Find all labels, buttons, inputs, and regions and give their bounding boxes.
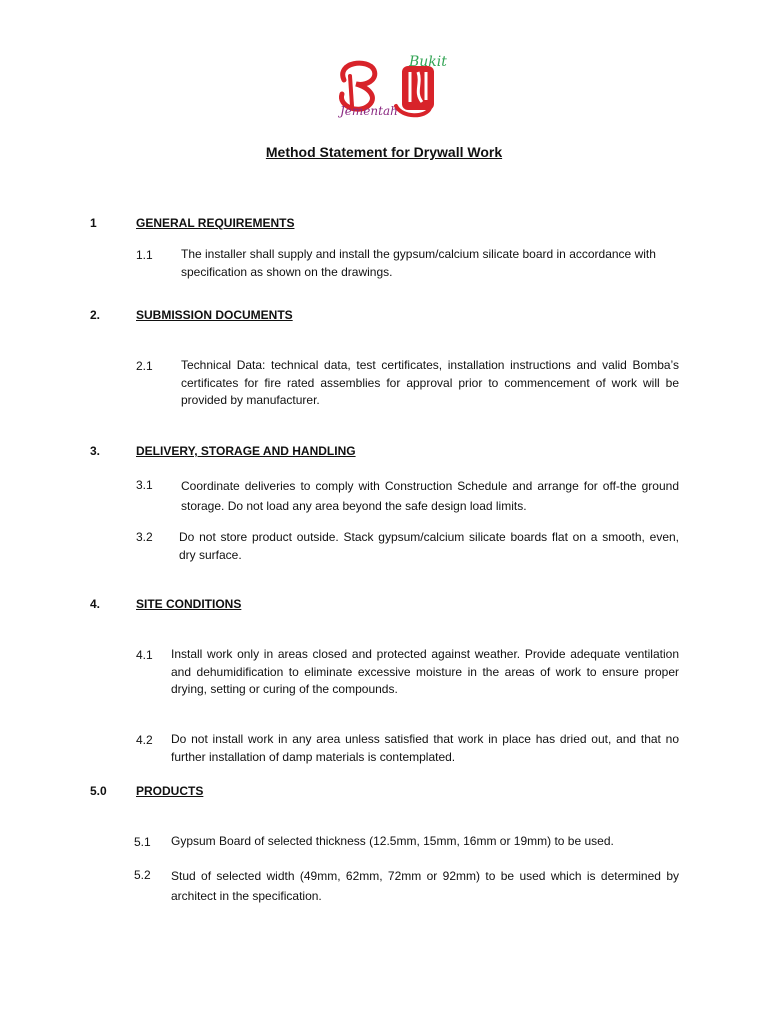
section-title: SUBMISSION DOCUMENTS xyxy=(136,308,293,322)
section-title: DELIVERY, STORAGE AND HANDLING xyxy=(136,444,356,458)
item-text: Do not store product outside. Stack gypsum/calcium silicate boards flat on a smooth, even, dry surface. xyxy=(179,530,679,562)
logo-text-jementah: Jementah xyxy=(340,104,398,118)
item-text: The installer shall supply and install the gypsum/calcium silicate board in accordance with specification as shown on the drawings. xyxy=(181,247,656,279)
section-number: 1 xyxy=(90,216,97,230)
item-number: 4.2 xyxy=(136,733,153,747)
section-number: 3. xyxy=(90,444,101,458)
section-title: GENERAL REQUIREMENTS xyxy=(136,216,295,230)
item-number: 5.1 xyxy=(134,835,151,849)
item-text: Do not install work in any area unless satisfied that work in place has dried out, and that no further installation of damp materials is contemplated. xyxy=(171,732,679,764)
item-text: Technical Data: technical data, test certificates, installation instructions and valid Bomba’s certificates for fire rated assemblies for approval prior to commencement of work will be provided by manufacturer. xyxy=(181,358,679,407)
section-number: 5.0 xyxy=(90,784,107,798)
item-text: Install work only in areas closed and protected against weather. Provide adequate ventilation and dehumidification to eliminate excessive moisture in the areas of work to ensure proper drying, setting or curing of the compounds. xyxy=(171,647,679,696)
section-number: 2. xyxy=(90,308,101,322)
section-title: SITE CONDITIONS xyxy=(136,597,242,611)
item-number: 4.1 xyxy=(136,648,153,662)
document-title: Method Statement for Drywall Work xyxy=(265,144,503,160)
item-text: Gypsum Board of selected thickness (12.5mm, 15mm, 16mm or 19mm) to be used. xyxy=(171,834,614,848)
section-number: 4. xyxy=(90,597,101,611)
item-number: 3.2 xyxy=(136,530,153,544)
item-text: Coordinate deliveries to comply with Construction Schedule and arrange for off-the ground storage. Do not load any area beyond the safe design load limits. xyxy=(181,479,679,513)
section-title: PRODUCTS xyxy=(136,784,204,798)
item-number: 5.2 xyxy=(134,868,151,882)
item-number: 3.1 xyxy=(136,478,153,492)
item-text: Stud of selected width (49mm, 62mm, 72mm or 92mm) to be used which is determined by architect in the specification. xyxy=(171,869,679,903)
logo-text-bukit: Bukit xyxy=(409,54,447,70)
item-number: 1.1 xyxy=(136,248,153,262)
item-number: 2.1 xyxy=(136,359,153,373)
